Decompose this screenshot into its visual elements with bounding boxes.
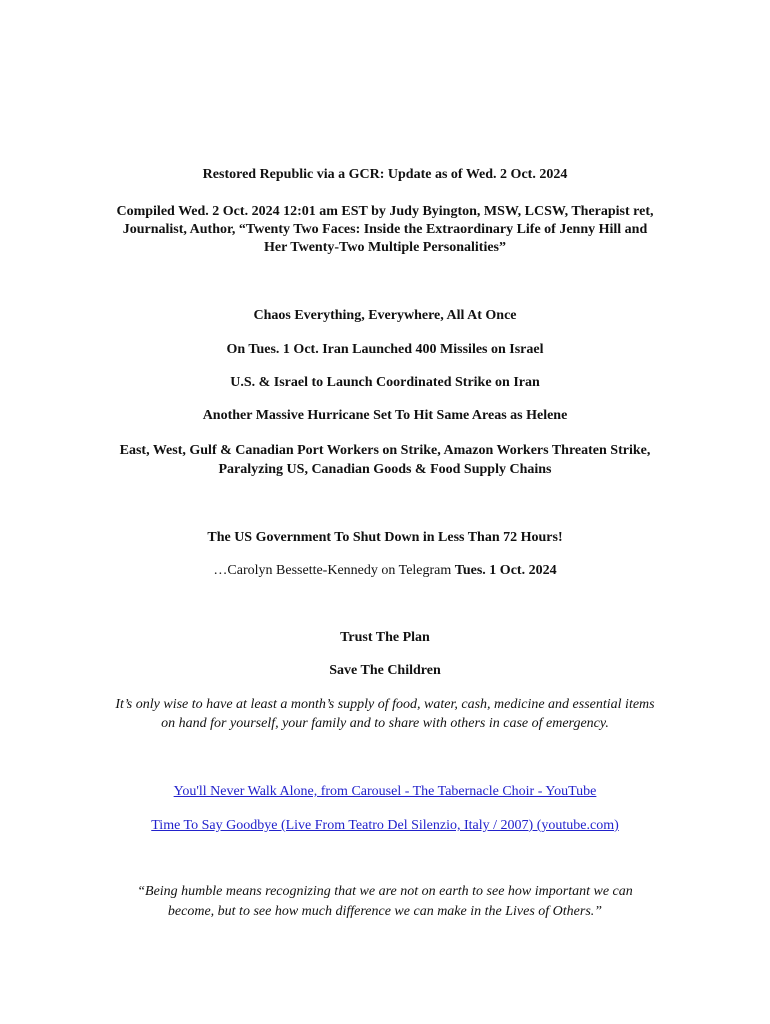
- advice-line-2: on hand for yourself, your family and to share with others in case of emergency.: [161, 716, 609, 731]
- headline-shutdown: The US Government To Shut Down in Less Than 72 Hours!: [207, 530, 563, 545]
- shutdown-source-text: …Carolyn Bessette-Kennedy on Telegram: [213, 563, 455, 578]
- document-title: Restored Republic via a GCR: Update as of Wed. 2 Oct. 2024: [202, 167, 568, 182]
- motto-trust-the-plan: Trust The Plan: [340, 630, 430, 645]
- headline-coordinated-strike: U.S. & Israel to Launch Coordinated Strike on Iran: [230, 375, 540, 390]
- quote-line-1: “Being humble means recognizing that we are not on earth to see how important we can: [137, 884, 633, 899]
- link-row-2: [60, 817, 710, 835]
- headline-hurricane: Another Massive Hurricane Set To Hit Same Areas as Helene: [202, 408, 568, 423]
- headline-strike-line-1: East, West, Gulf & Canadian Port Workers on Strike, Amazon Workers Threaten Strike,: [119, 443, 651, 458]
- youtube-link-never-walk-alone[interactable]: You'll Never Walk Alone, from Carousel - The Tabernacle Choir - YouTube: [173, 784, 597, 799]
- shutdown-source: [60, 562, 710, 580]
- motto-save-the-children: Save The Children: [329, 663, 441, 678]
- headline-iran-missiles: On Tues. 1 Oct. Iran Launched 400 Missiles on Israel: [226, 342, 544, 357]
- link-row-1: [60, 783, 710, 801]
- headline-chaos: Chaos Everything, Everywhere, All At Once: [253, 308, 517, 323]
- shutdown-source-date: Tues. 1 Oct. 2024: [454, 563, 557, 578]
- advice-line-1: It’s only wise to have at least a month’s supply of food, water, cash, medicine and essential items: [115, 697, 655, 712]
- quote-line-2: become, but to see how much difference we can make in the Lives of Others.”: [167, 904, 603, 919]
- compiled-line-2: Journalist, Author, “Twenty Two Faces: Inside the Extraordinary Life of Jenny Hill and: [122, 222, 648, 237]
- headline-strike-line-2: Paralyzing US, Canadian Goods & Food Supply Chains: [218, 462, 552, 477]
- compiled-line-1: Compiled Wed. 2 Oct. 2024 12:01 am EST by Judy Byington, MSW, LCSW, Therapist ret,: [116, 204, 654, 219]
- compiled-line-3: Her Twenty-Two Multiple Personalities”: [264, 240, 506, 255]
- youtube-link-time-to-say-goodbye[interactable]: Time To Say Goodbye (Live From Teatro Del Silenzio, Italy / 2007) (youtube.com): [151, 818, 619, 833]
